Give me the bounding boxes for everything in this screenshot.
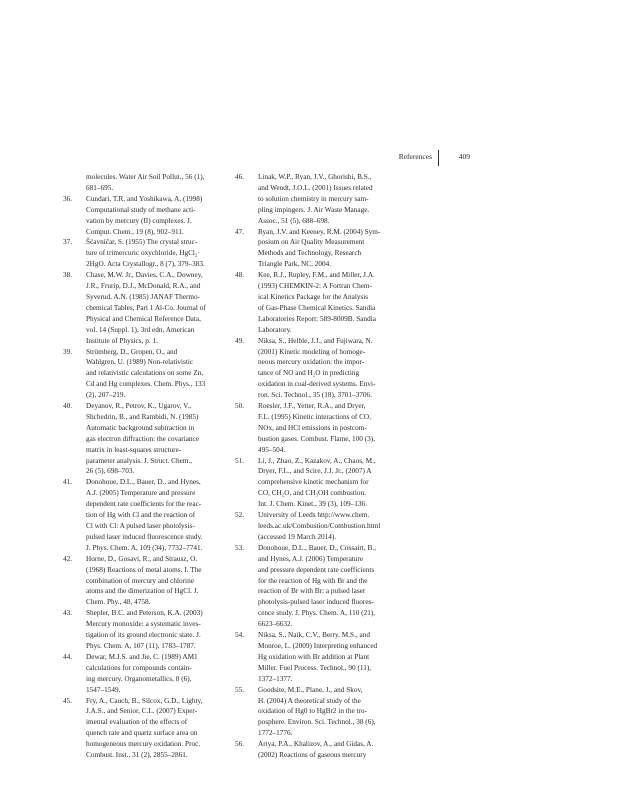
reference-text [86, 237, 228, 270]
reference-line: J.R., Frurip, D.J., McDonald, R.A., and [86, 282, 201, 291]
reference-line: to solution chemistry in mercury sam- [258, 194, 369, 203]
reference-line: Chem. Phy., 48, 4758. [86, 598, 151, 607]
reference-line: (1993) CHEMKIN-2: A Fortran Chem- [258, 282, 372, 291]
reference-line: comprehensive kinetic mechanism for [258, 478, 369, 487]
reference-line: (2001) Kinetic modeling of homoge- [258, 347, 366, 356]
reference-text [86, 172, 228, 194]
reference-line: (2002) Reactions of gaseous mercury [258, 751, 367, 760]
reference-line: H. (2004) A theoretical study of the [258, 696, 361, 705]
reference-line: Niksa, S., Helble, J.J., and Fujiwara, N. [258, 336, 373, 345]
reference-number: 37. [63, 238, 73, 247]
reference-number: 46. [235, 173, 245, 181]
reference-line: 1372–1377. [258, 674, 293, 683]
section-title: References [398, 152, 432, 161]
reference-number: 42. [63, 554, 73, 563]
reference-line: dependent rate coefficients for the reac- [86, 500, 202, 509]
reference-line: (2), 207–219. [86, 391, 126, 400]
reference-entry [63, 270, 228, 346]
reference-line: Monroe, L. (2009) Interpreting enhanced [258, 641, 378, 650]
reference-line: posium on Air Quality Measurement [258, 238, 365, 247]
reference-line: ical Kinetics Package for the Analysis [258, 292, 369, 301]
reference-line: Šćavničar, S. (1955) The crystal struc- [86, 238, 198, 247]
reference-text [86, 401, 228, 477]
reference-entry [235, 543, 400, 630]
right-reference-column [235, 172, 400, 761]
reference-line: Cundari, T.R. and Yoshikawa, A. (1998) [86, 194, 203, 203]
reference-line: Horne, D., Gosavi, R., and Strausz, O. [86, 554, 198, 563]
reference-line: 1772–1776. [258, 729, 293, 738]
reference-line: Comput. Chem., 19 (8), 902–911. [86, 227, 184, 236]
reference-line: bustion gases. Combust. Flame, 100 (3), [258, 434, 376, 443]
reference-text [258, 270, 400, 335]
reference-entry [63, 237, 228, 270]
reference-line: 495–504. [258, 445, 286, 454]
reference-number: 53. [235, 543, 245, 552]
reference-line: tion of Hg with Cl and the reaction of [86, 511, 196, 520]
reference-line: 6623–6632. [258, 620, 293, 629]
reference-line: Linak, W.P., Ryan, J.V., Ghorishi, B.S., [258, 173, 372, 181]
reference-line: 681–695. [86, 183, 114, 192]
reference-line: Dryer, F.L., and Scire, J.J. Jr., (2007) A [258, 467, 372, 476]
reference-line: Computational study of methane acti- [86, 205, 196, 214]
reference-line: cence study. J. Phys. Chem. A, 110 (21), [258, 609, 376, 618]
reference-text [258, 456, 400, 511]
reference-line: Chase, M.W. Jr., Davies, C.A., Downey, [86, 271, 203, 280]
reference-line: leeds.ac.uk/Combustion/Combustion.html [258, 522, 381, 530]
reference-line: oxidation of Hg0 to HgBr2 in the tro- [258, 707, 367, 716]
reference-entry [63, 172, 228, 194]
reference-number: 43. [63, 609, 73, 618]
reference-entry [235, 685, 400, 740]
reference-text [86, 347, 228, 402]
reference-line: Mercury monoxide: a systematic inves- [86, 620, 201, 629]
reference-text [86, 652, 228, 696]
reference-line: tigation of its ground electronic state. J. [86, 631, 201, 640]
reference-text [86, 696, 228, 761]
reference-number: 48. [235, 271, 245, 280]
reference-line: Syverud, A.N. (1985) JANAF Thermo- [86, 292, 201, 301]
reference-number: 36. [63, 194, 73, 203]
reference-text [86, 194, 228, 238]
reference-line: Institute of Physics, p. 1. [86, 336, 158, 345]
reference-number: 51. [235, 456, 245, 465]
reference-line: tance of NO and H₂O in predicting [258, 369, 360, 378]
reference-line: Niksa, S., Naik, C.V., Berry, M.S., and [258, 631, 370, 640]
reference-line: University of Leeds http://www.chem. [258, 511, 370, 520]
reference-entry [235, 270, 400, 335]
header-divider [438, 150, 439, 166]
reference-text [258, 401, 400, 456]
reference-entry [235, 401, 400, 456]
reference-line: of Gas-Phase Chemical Kinetics. Sandia [258, 303, 376, 312]
reference-text [258, 227, 400, 271]
reference-number: 55. [235, 685, 245, 694]
reference-line: Cl with Cl: A pulsed laser photolysis- [86, 522, 195, 530]
reference-text [258, 510, 400, 543]
reference-line: Hg oxidation with Br addition at Plant [258, 652, 370, 661]
reference-entry [63, 696, 228, 761]
reference-line: ing mercury. Organometallics, 8 (6), [86, 674, 192, 683]
reference-entry [235, 630, 400, 685]
reference-line: and relativistic calculations on some Zn, [86, 369, 204, 378]
left-reference-column [63, 172, 228, 761]
reference-text [86, 477, 228, 553]
reference-line: Shchedrin, B., and Rambidi, N. (1985) [86, 412, 199, 421]
reference-line: Phys. Chem. A, 107 (11), 1783–1787. [86, 641, 196, 650]
reference-text [258, 630, 400, 685]
reference-line: and pressure dependent rate coefficients [258, 565, 375, 574]
reference-line: atoms and the dimerization of HgCl. J. [86, 587, 199, 596]
reference-number: 50. [235, 402, 245, 411]
reference-entry [235, 336, 400, 401]
reference-line: quench rate and quartz surface area on [86, 729, 198, 738]
reference-line: Deyanov, R., Petrov, K., Ugarov, V., [86, 402, 192, 411]
reference-line: Kee, R.J., Rupley, F.M., and Miller, J.A. [258, 271, 375, 280]
reference-text [86, 554, 228, 609]
reference-number: 41. [63, 478, 73, 487]
reference-line: Shepler, B.C. and Peterson, K.A. (2003) [86, 609, 203, 618]
reference-line: (1968) Reactions of metal atoms. I. The [86, 565, 202, 574]
reference-line: calculations for compounds contain- [86, 663, 192, 672]
reference-line: CO, CH₂O, and CH₃OH combustion. [258, 489, 366, 498]
reference-line: Strömberg, D., Gropen, O., and [86, 347, 178, 356]
reference-number: 49. [235, 336, 245, 345]
reference-line: pling impingers. J. Air Waste Manage. [258, 205, 370, 214]
reference-line: vation by mercury (II) complexes. J. [86, 216, 192, 225]
reference-number: 47. [235, 227, 245, 236]
running-header [340, 150, 470, 172]
reference-line: and Wendt, J.O.L. (2001) Issues related [258, 183, 373, 192]
reference-line: Miller. Fuel Process. Technol., 90 (11), [258, 663, 372, 672]
reference-text [258, 739, 400, 761]
reference-line: Goodsite, M.E., Plane, J., and Skov, [258, 685, 363, 694]
reference-text [86, 608, 228, 652]
reference-entry [63, 347, 228, 402]
reference-line: Dewar, M.J.S. and Jie, C. (1989) AM1 [86, 652, 198, 661]
reference-number: 45. [63, 696, 73, 705]
reference-line: chemical Tables, Part 1 Al-Co. Journal of [86, 303, 206, 312]
reference-line: Donohoue, D.L., Bauer, D., and Hynes, [86, 478, 201, 487]
reference-number: 44. [63, 652, 73, 661]
reference-text [258, 543, 400, 630]
reference-entry [235, 456, 400, 511]
reference-line: J. Phys. Chem. A, 109 (34), 7732–7741. [86, 543, 203, 552]
reference-line: oxidation in coal-derived systems. Envi- [258, 380, 376, 389]
reference-number: 56. [235, 740, 245, 749]
reference-line: vol. 14 (Suppl. 1), 3rd edn, American [86, 325, 195, 334]
reference-line: Li, J., Zhao, Z., Kazakov, A., Chaos, M., [258, 456, 376, 465]
reference-line: F.L. (1995) Kinetic interactions of CO, [258, 412, 371, 421]
reference-line: A.J. (2005) Temperature and pressure [86, 489, 196, 498]
reference-line: Assoc., 51 (5), 688–698. [258, 216, 330, 225]
reference-line: 2HgO. Acta Crystallogr., 8 (7), 379–383. [86, 260, 205, 269]
reference-entry [235, 739, 400, 761]
reference-line: ron. Sci. Technol., 35 (18), 3701–3706. [258, 391, 372, 400]
reference-number: 38. [63, 271, 73, 280]
reference-line: ture of trimercuric oxychloride, HgCl₂· [86, 249, 200, 258]
reference-line: and Hynes, A.J. (2006) Temperature [258, 554, 364, 563]
reference-line: Ariya, P.A., Khalizov, A., and Gidas, A. [258, 740, 374, 749]
reference-line: molecules. Water Air Soil Pollut., 56 (1), [86, 173, 205, 181]
reference-line: J.A.S., and Senior, C.L. (2007) Exper- [86, 707, 198, 716]
reference-number: 39. [63, 347, 73, 356]
reference-line: neous mercury oxidation: the impor- [258, 358, 365, 367]
reference-entry [63, 401, 228, 477]
reference-line: posphere. Environ. Sci. Technol., 38 (6), [258, 718, 376, 727]
reference-line: 1547–1549. [86, 685, 121, 694]
reference-number: 40. [63, 402, 73, 411]
reference-line: Ryan, J.V. and Keeney, R.M. (2004) Sym- [258, 227, 381, 236]
reference-line: 26 (5), 698–703. [86, 467, 135, 476]
reference-line: homogeneous mercury oxidation. Proc. [86, 740, 201, 749]
reference-text [258, 172, 400, 227]
reference-line: combination of mercury and chlorine [86, 576, 194, 585]
reference-line: Cd and Hg complexes. Chem. Phys., 133 [86, 380, 206, 389]
reference-line: Combust. Inst., 31 (2), 2855–2861. [86, 751, 188, 760]
reference-entry [63, 477, 228, 553]
reference-text [258, 336, 400, 401]
reference-line: reaction of Br with Br: a pulsed laser [258, 587, 366, 596]
reference-line: photolysis-pulsed laser induced fluores- [258, 598, 374, 607]
reference-line: Laboratory. [258, 325, 292, 334]
reference-entry [235, 227, 400, 271]
reference-number: 52. [235, 511, 245, 520]
reference-line: Methods and Technology, Research [258, 249, 362, 258]
reference-entry [235, 172, 400, 227]
reference-line: gas electron diffraction: the covariance [86, 434, 199, 443]
reference-line: parameter analysis. J. Struct. Chem., [86, 456, 193, 465]
reference-line: Int. J. Chem. Kinet., 39 (3), 109–136. [258, 500, 367, 509]
reference-line: Fry, A., Cauch, B., Silcox, G.D., Lighty, [86, 696, 203, 705]
reference-text [86, 270, 228, 346]
page-number: 409 [458, 152, 470, 161]
reference-entry [235, 510, 400, 543]
reference-line: for the reaction of Hg with Br and the [258, 576, 368, 585]
reference-entry [63, 608, 228, 652]
reference-entry [63, 652, 228, 696]
reference-text [258, 685, 400, 740]
reference-line: Laboratories Report: 589-8009B. Sandia [258, 314, 376, 323]
reference-number: 54. [235, 631, 245, 640]
reference-line: Roesler, J.F., Yetter, R.A., and Dryer, [258, 402, 366, 411]
reference-line: Donohoue, D.L., Bauer, D., Cossairt, B., [258, 543, 376, 552]
reference-line: Physical and Chemical Reference Data, [86, 314, 201, 323]
reference-line: Automatic background subtraction in [86, 423, 195, 432]
reference-line: NOx, and HCl emissions in postcom- [258, 423, 367, 432]
reference-line: Wahlgren, U. (1989) Non-relativistic [86, 358, 194, 367]
reference-line: matrix in least-squares structure- [86, 445, 182, 454]
reference-line: imental evaluation of the effects of [86, 718, 188, 727]
reference-line: pulsed laser induced fluorescence study. [86, 532, 203, 541]
reference-entry [63, 194, 228, 238]
reference-line: (accessed 19 March 2014). [258, 532, 337, 541]
reference-line: Triangle Park, NC, 2004. [258, 260, 332, 269]
reference-entry [63, 554, 228, 609]
